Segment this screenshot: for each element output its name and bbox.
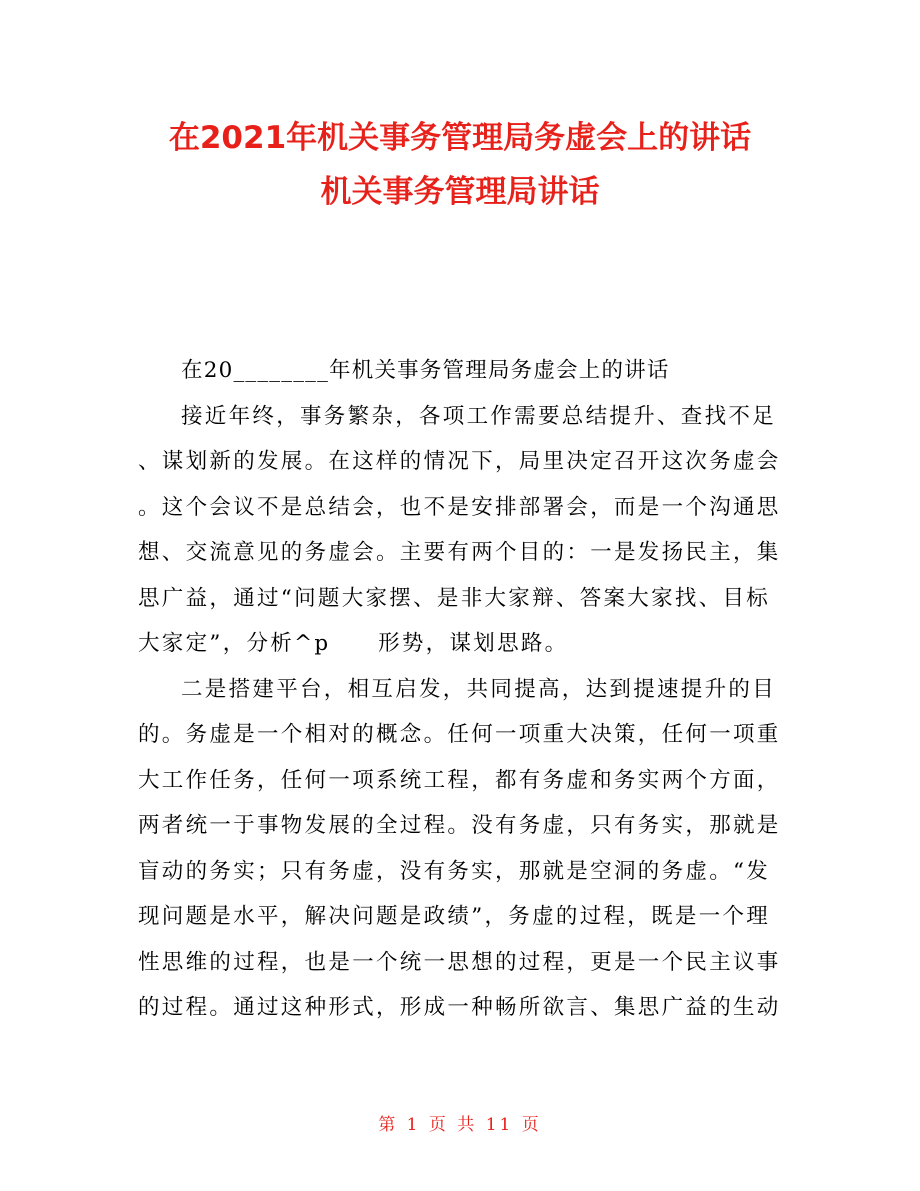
document-title: 在2021年机关事务管理局务虚会上的讲话 xyxy=(168,120,752,156)
body-line: 盲动的务实；只有务虚，没有务实，那就是空洞的务虚。“发 xyxy=(138,858,771,884)
body-line: 两者统一于事物发展的全过程。没有务虚，只有务实，那就是 xyxy=(138,813,781,838)
body-line: 的。务虚是一个相对的概念。任何一项重大决策，任何一项重 xyxy=(138,722,781,747)
body-line: 大工作任务，任何一项系统工程，都有务虚和务实两个方面， xyxy=(138,767,781,793)
document-subtitle: 机关事务管理局讲话 xyxy=(320,174,600,210)
body-line: 思广益，通过“问题大家摆、是非大家辩、答案大家找、目标 xyxy=(138,585,771,611)
page-number-footer: 第 1 页 共 11 页 xyxy=(378,1115,542,1135)
body-line: 大家定”，分析^p 形势，谋划思路。 xyxy=(138,631,569,656)
body-line: 。这个会议不是总结会，也不是安排部署会，而是一个沟通思 xyxy=(138,494,781,520)
body-line: 现问题是水平，解决问题是政绩”，务虚的过程，既是一个理 xyxy=(138,904,771,929)
body-line: 性思维的过程，也是一个统一思想的过程，更是一个民主议事 xyxy=(138,949,781,975)
body-line: 、谋划新的发展。在这样的情况下，局里决定召开这次务虚会 xyxy=(138,449,781,474)
body-line: 接近年终，事务繁杂，各项工作需要总结提升、查找不足 xyxy=(181,403,777,429)
body-line: 在20________年机关事务管理局务虚会上的讲话 xyxy=(181,358,670,383)
body-line: 二是搭建平台，相互启发，共同提高，达到提速提升的目 xyxy=(181,676,777,702)
body-line: 想、交流意见的务虚会。主要有两个目的：一是发扬民主，集 xyxy=(138,540,781,565)
document-body xyxy=(138,348,788,1031)
body-line: 的过程。通过这种形式，形成一种畅所欲言、集思广益的生动 xyxy=(138,995,781,1020)
